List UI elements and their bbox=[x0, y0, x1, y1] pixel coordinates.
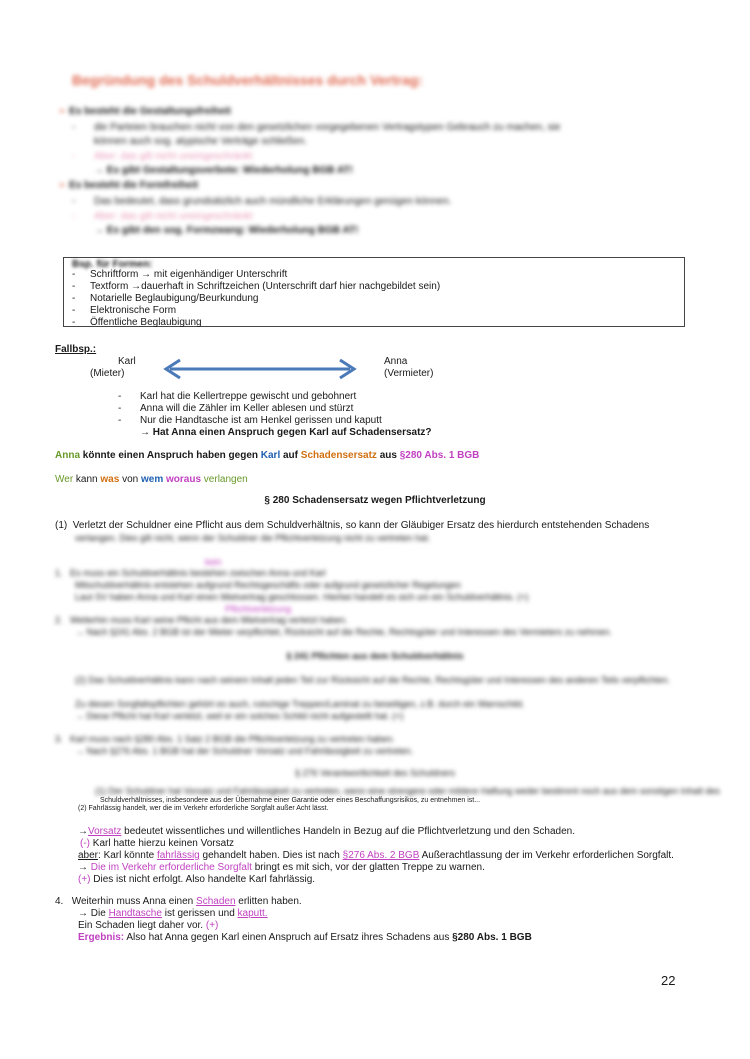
claim-line: Anna könnte einen Anspruch haben gegen Karl auf Schadensersatz aus §280 Abs. 1 BGB bbox=[55, 450, 480, 461]
list-item: - Textform →dauerhaft in Schriftzeichen (Unterschrift darf hier nachgebildet sein) bbox=[72, 281, 441, 292]
list-item: - Notarielle Beglaubigung/Beurkundung bbox=[72, 293, 259, 304]
s276-tail: Schuldverhältnisses, insbesondere aus der Übernahme einer Garantie oder eines Beschaffungsrisikos, zu entnehmen ist... bbox=[100, 797, 481, 804]
list-item: - Elektronische Form bbox=[72, 305, 177, 316]
case-fact: - Anna will die Zähler im Keller ablesen und stürzt bbox=[118, 403, 354, 414]
party-anna: Anna bbox=[384, 356, 408, 367]
s276-title: § 276 Verantwortlichkeit des Schuldners bbox=[294, 768, 456, 778]
ergebnis-line: Ergebnis: Also hat Anna gegen Karl einen Anspruch auf Ersatz ihres Schadens aus §280 Abs. 1 BGB bbox=[78, 932, 532, 943]
bullet-gestaltung: ➢ Es besteht die Gestaltungsfreiheit bbox=[58, 106, 231, 117]
section-title: Begründung des Schuldverhältnisses durch Vertrag: bbox=[72, 72, 423, 88]
case-fact: - Karl hat die Kellertreppe gewischt und gebohnert bbox=[118, 391, 357, 402]
text-line: verlangen. Dies gilt nicht, wenn der Schuldner die Pflichtverletzung nicht zu vertreten hat. bbox=[75, 533, 431, 543]
text-line: → Diese Pflicht hat Karl verletzt, weil er ein solches Schild nicht aufgestellt hat. (+) bbox=[75, 711, 404, 721]
numbered-item: 2. Weiterhin muss Karl seine Pflicht aus dem Mietvertrag verletzt haben. bbox=[55, 615, 348, 625]
s280-p1: (1) Verletzt der Schuldner eine Pflicht aus dem Schuldverhältnis, so kann der Gläubiger Ersatz des hierdurch entstehenden Schadens bbox=[55, 520, 650, 531]
party-anna-role: (Vermieter) bbox=[384, 368, 434, 379]
numbered-item: 1. Es muss ein Schuldverhältnis bestehen zwischen Anna und Karl bbox=[55, 568, 326, 578]
text-line: - Aber: das gilt nicht uneingeschränkt bbox=[72, 211, 253, 222]
text-line: - die Parteien brauchen nicht von den gesetzlichen vorgegebenen Vertragstypen Gebrauch zu machen, sie bbox=[72, 122, 561, 133]
s241-title: § 241 Pflichten aus dem Schuldverhältnis bbox=[286, 651, 464, 661]
bullet-form: ➢ Es besteht die Formfreiheit bbox=[58, 180, 199, 191]
page-number: 22 bbox=[661, 973, 676, 988]
list-item: - Schriftform → mit eigenhändiger Unterschrift bbox=[72, 269, 288, 280]
text-line: Zu diesen Sorgfaltspflichten gehört es auch, rutschige Treppen/Laminat zu beseitigen, z.B. durch ein Warnschild. bbox=[75, 699, 525, 709]
sorgfalt-line: → Die im Verkehr erforderliche Sorgfalt bringt es mit sich, vor der glatten Treppe zu warnen. bbox=[78, 862, 485, 873]
case-question: → Hat Anna einen Anspruch gegen Karl auf Schadensersatz? bbox=[140, 427, 432, 438]
party-karl-role: (Mieter) bbox=[90, 368, 125, 379]
text-line: → Nach §276 Abs. 1 BGB hat der Schuldner Vorsatz und Fahrlässigkeit zu vertreten. bbox=[75, 746, 414, 756]
text-line: (1) Der Schuldner hat Vorsatz und Fahrlässigkeit zu vertreten, wenn eine strengere oder mildere Haftung weder bestimmt noch aus dem sonstigen Inhalt des bbox=[95, 786, 720, 796]
s280-title: § 280 Schadensersatz wegen Pflichtverletzung bbox=[264, 495, 486, 506]
schaden-result: Ein Schaden liegt daher vor. (+) bbox=[78, 920, 219, 931]
text-line: → Es gibt Gestaltungsverbote: Wiederholung BGB AT! bbox=[94, 165, 353, 176]
party-karl: Karl bbox=[118, 356, 136, 367]
text-line: Mitschuldverhältnis entstehen aufgrund Rechtsgeschäfts oder aufgrund gesetzlicher Regelungen bbox=[75, 580, 461, 590]
text-line: (2) Das Schuldverhältnis kann nach seinem Inhalt jeden Teil zur Rücksicht auf die Rechte, Rechtsgüter und Interessen des anderen Teils verpflichten. bbox=[75, 675, 670, 685]
forms-box bbox=[63, 257, 685, 327]
annotation: Pflichtverletzung bbox=[225, 604, 292, 614]
schaden-item: 4. Weiterhin muss Anna einen Schaden erlitten haben. bbox=[55, 896, 302, 907]
text-line: - Das bedeutet, dass grundsätzlich auch mündliche Erklärungen genügen können. bbox=[72, 196, 452, 207]
forms-box-title: Bsp. für Formen: bbox=[72, 259, 153, 270]
list-item: - Öffentliche Beglaubigung bbox=[72, 317, 202, 328]
vorsatz-line: →Vorsatz bedeutet wissentliches und willentliches Handeln in Bezug auf die Pflichtverletzung und den Schaden. bbox=[78, 826, 575, 837]
fahrlaessig-result: (+) Dies ist nicht erfolgt. Also handelte Karl fahrlässig. bbox=[78, 874, 316, 885]
formula-line: Wer kann was von wem woraus verlangen bbox=[55, 474, 248, 485]
text-line: → Es gibt den sog. Formzwang: Wiederholung BGB AT! bbox=[94, 225, 359, 236]
text-line: Laut SV haben Anna und Karl einen Mietvertrag geschlossen. Hierbei handelt es sich um ein Schuldverhältnis. (+) bbox=[75, 592, 529, 602]
double-arrow-icon bbox=[160, 357, 360, 381]
text-line: → Nach §241 Abs. 2 BGB ist der Mieter verpflichtet, Rücksicht auf die Rechte, Rechtsgüter und Interessen des Vermieters zu nehmen. bbox=[75, 627, 612, 637]
text-line: - Aber: das gilt nicht uneingeschränkt bbox=[72, 151, 253, 162]
text-line: können auch sog. atypische Verträge schließen. bbox=[94, 136, 307, 147]
case-label: Fallbsp.: bbox=[55, 344, 97, 355]
schaden-line: → Die Handtasche ist gerissen und kaputt. bbox=[78, 908, 268, 919]
fahrlaessig-line: aber: Karl könnte fahrlässig gehandelt haben. Dies ist nach §276 Abs. 2 BGB Außerachtlassung der im Verkehr erforderlichen Sorgfalt. bbox=[78, 850, 674, 861]
case-fact: - Nur die Handtasche ist am Henkel gerissen und kaputt bbox=[118, 415, 382, 426]
vorsatz-neg: (-) Karl hatte hierzu keinen Vorsatz bbox=[80, 838, 234, 849]
annotation: kein bbox=[205, 557, 222, 567]
numbered-item: 3. Karl muss nach §280 Abs. 1 Satz 2 BGB die Pflichtverletzung zu vertreten haben. bbox=[55, 734, 395, 744]
s276-p2: (2) Fahrlässig handelt, wer die im Verkehr erforderliche Sorgfalt außer Acht lässt. bbox=[78, 805, 329, 812]
